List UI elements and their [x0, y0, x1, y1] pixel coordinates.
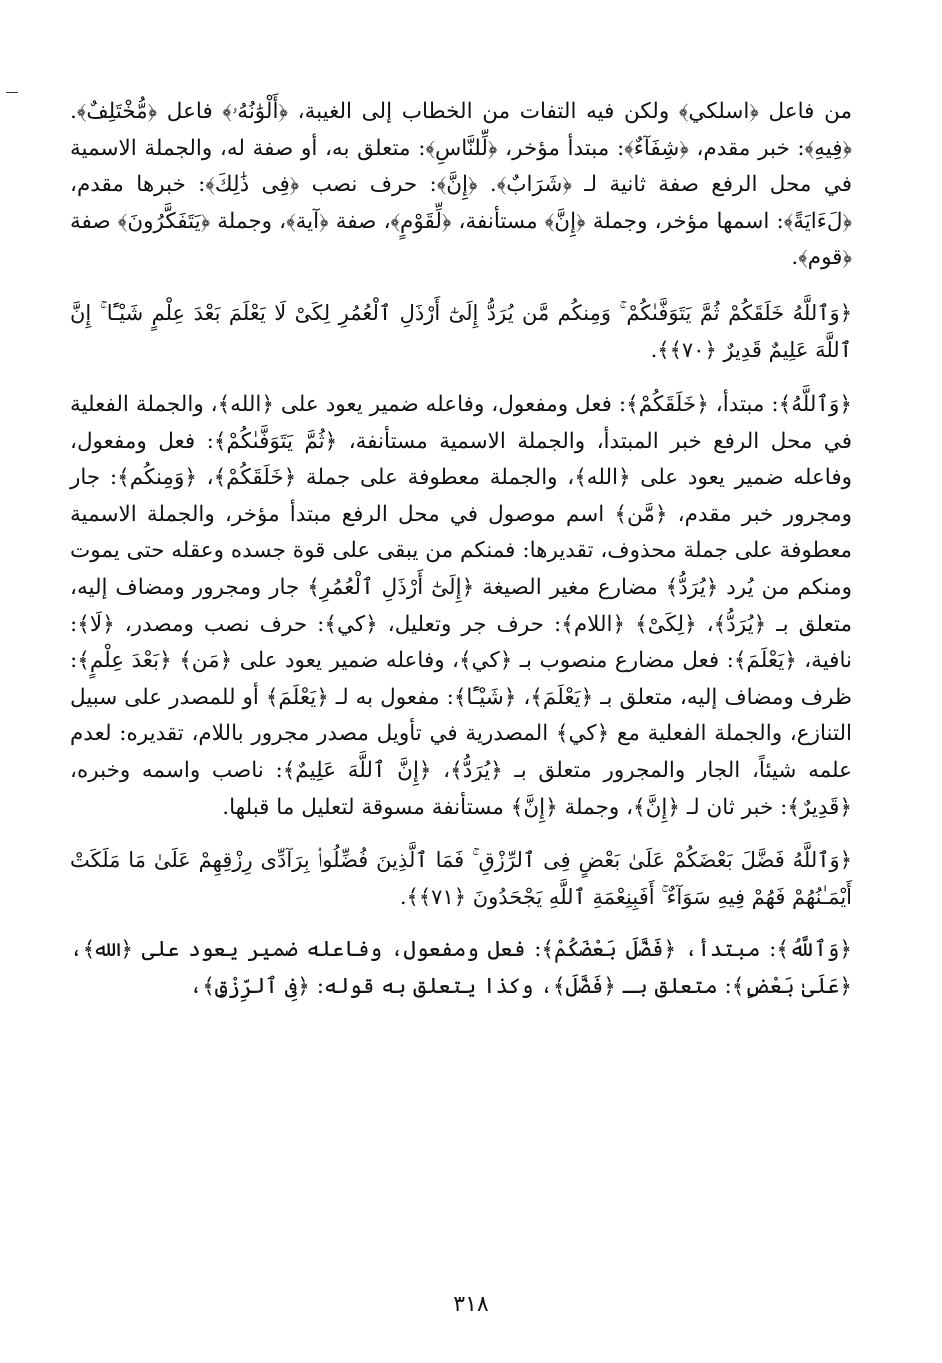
verse-70: ﴿وَٱللَّهُ خَلَقَكُمْ ثُمَّ يَتَوَفَّىٰكُمْ ۚ وَمِنكُم مَّن يُرَدُّ إِلَىٰٓ أَرْذَلِ ٱلْعُمُرِ لِكَىْ لَا يَعْلَمَ بَعْدَ عِلْمٍ شَيْـًٔا ۚ إِنَّ ٱللَّهَ عَلِيمٌ قَدِيرٌ ﴿٧٠﴾﴾. — [70, 300, 852, 362]
spacer — [70, 369, 852, 387]
verse-71: ﴿وَٱللَّهُ فَضَّلَ بَعْضَكُمْ عَلَىٰ بَعْضٍ فِى ٱلرِّزْقِ ۚ فَمَا ٱلَّذِينَ فُضِّلُوا۟ بِرَآدِّى رِزْقِهِمْ عَلَىٰ مَا مَلَكَتْ أَيْمَـٰنُهُمْ فَهُمْ فِيهِ سَوَآءٌ ۚ أَفَبِنِعْمَةِ ٱللَّهِ يَجْحَدُونَ ﴿٧١﴾﴾. — [70, 848, 852, 910]
spacer — [70, 277, 852, 295]
page-number: ٣١٨ — [453, 1292, 489, 1317]
paragraph-1: من فاعل ﴿اسلكي﴾ ولكن فيه التفات من الخطاب إلى الغيبة، ﴿أَلْوَٰنُهُۥ﴾ فاعل ﴿مُّخْتَلِفٌ﴾. ﴿فِيهِ﴾: خبر مقدم، ﴿شِفَآءٌ﴾: مبتدأ مؤخر، ﴿لِّلنَّاسِ﴾: متعلق به، أو صفة له، والجملة الاسمية في محل الرفع صفة ثانية لـ ﴿شَرَابٌ﴾. ﴿إِنَّ﴾: حرف نصب ﴿فِى ذَٰلِكَ﴾: خبرها مقدم، ﴿لَءَايَةً﴾: اسمها مؤخر، وجملة ﴿إِنَّ﴾ مستأنفة، ﴿لِّقَوْمٍ﴾، صفة ﴿آية﴾، وجملة ﴿يَتَفَكَّرُونَ﴾ صفة ﴿قوم﴾. — [70, 99, 852, 271]
spacer — [70, 916, 852, 932]
spacer — [70, 826, 852, 842]
paragraph-3: ﴿وَٱللَّهُ﴾: مبتدأ، ﴿فَضَّلَ بَعْضَكُمْ﴾: فعل ومفعول، وفاعله ضمير يعود على ﴿الله﴾، ﴿عَلَىٰ بَعْضٍ﴾: متعلق بـ ﴿فَضَّلَ﴾، وكذا يتعلق به قوله: ﴿فِى ٱلرِّزْقِ﴾، — [70, 937, 852, 999]
paragraph-2: ﴿وَٱللَّهُ﴾: مبتدأ، ﴿خَلَقَكُمْ﴾: فعل ومفعول، وفاعله ضمير يعود على ﴿الله﴾، والجملة الفعلية في محل الرفع خبر المبتدأ، والجملة الاسمية مستأنفة، ﴿ثُمَّ يَتَوَفَّىٰكُمْ﴾: فعل ومفعول، وفاعله ضمير يعود على ﴿الله﴾، والجملة معطوفة على جملة ﴿خَلَقَكُمْ﴾، ﴿وَمِنكُم﴾: جار ومجرور خبر مقدم، ﴿مَّن﴾ اسم موصول في محل الرفع مبتدأ مؤخر، والجملة الاسمية معطوفة على جملة محذوف، تقديرها: فمنكم من يبقى على قوة جسده وعقله حتى يموت ومنكم من يُرد ﴿يُرَدُّ﴾ مضارع مغير الصيغة ﴿إِلَىٰٓ أَرْذَلِ ٱلْعُمُرِ﴾ جار ومجرور ومضاف إليه، متعلق بـ ﴿يُرَدُّ﴾، ﴿لِكَىْ﴾ ﴿اللام﴾: حرف جر وتعليل، ﴿كي﴾: حرف نصب ومصدر، ﴿لَا﴾: نافية، ﴿يَعْلَمَ﴾: فعل مضارع منصوب بـ ﴿كي﴾، وفاعله ضمير يعود على ﴿مَن﴾ ﴿بَعْدَ عِلْمٍ﴾: ظرف ومضاف إليه، متعلق بـ ﴿يَعْلَمَ﴾، ﴿شَيْـًٔا﴾: مفعول به لـ ﴿يَعْلَمَ﴾ أو للمصدر على سبيل التنازع، والجملة الفعلية مع ﴿كي﴾ المصدرية في تأويل مصدر مجرور باللام، تقديره: لعدم علمه شيئاً، الجار والمجرور متعلق بـ ﴿يُرَدُّ﴾، ﴿إِنَّ ٱللَّهَ عَلِيمٌ﴾: ناصب واسمه وخبره، ﴿قَدِيرٌ﴾: خبر ثان لـ ﴿إِنَّ﴾، وجملة ﴿إِنَّ﴾ مستأنفة مسوقة لتعليل ما قبلها. — [70, 391, 852, 820]
page-body — [70, 94, 852, 1005]
margin-mark — [6, 92, 18, 93]
